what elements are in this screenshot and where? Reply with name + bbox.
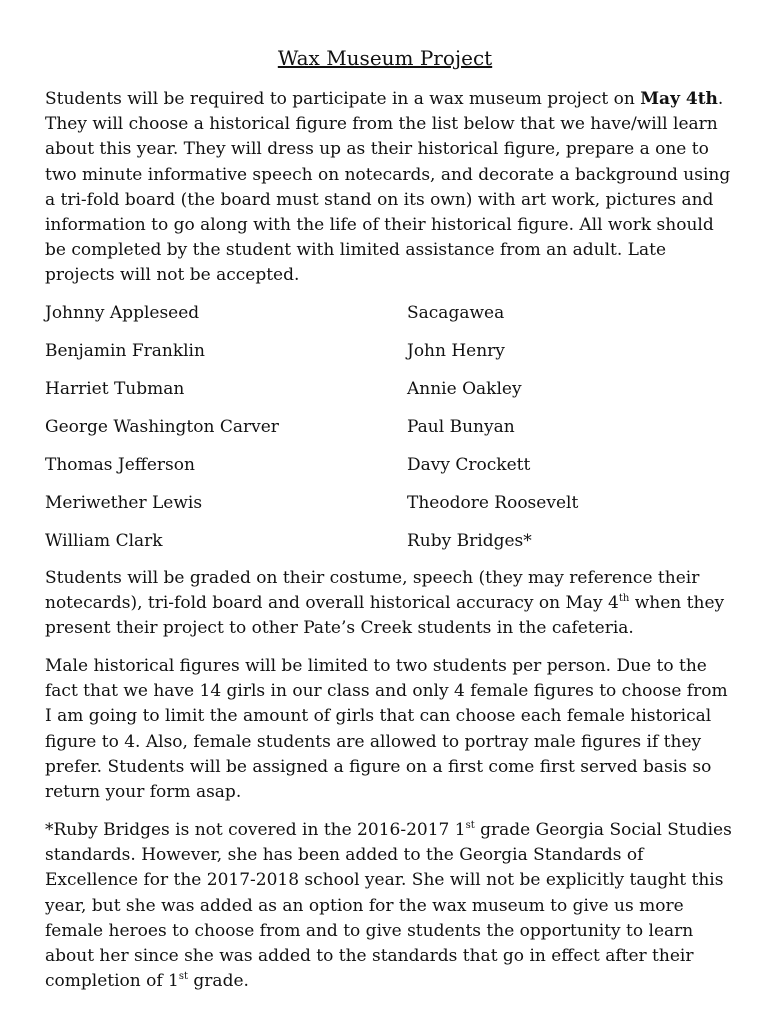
- figure-name-left: William Clark: [45, 531, 163, 551]
- limits-paragraph: Male historical figures will be limited to two students per person. Due to the fact that we have 14 girls in our class and only 4 female figures to choose from I am going to limit the amount of girls that can choose each female historical figure to 4. Also, female students are allowed to portray male figures if they prefer. Students will be assigned a figure on a first come first served basis so return your form asap.: [45, 656, 728, 803]
- figure-row: [45, 490, 735, 528]
- footnote-text-2: grade Georgia Social Studies standards. However, she has been added to the Georgia Standards of Excellence for the 2017-2018 school year. She will not be explicitly taught this year, but she was added as an option for the wax museum to give us more female heroes to choose from and to give students the opportunity to learn about her since she was added to the standards that go in effect after their completion of 1: [45, 820, 732, 992]
- figure-name-left: Thomas Jefferson: [45, 455, 195, 475]
- figure-row: [45, 414, 735, 452]
- figure-name-left: Meriwether Lewis: [45, 493, 203, 513]
- intro-paragraph: [45, 87, 735, 289]
- historical-figures-list: [45, 300, 735, 566]
- figure-name-left: Johnny Appleseed: [45, 303, 200, 323]
- figure-row: [45, 376, 735, 414]
- intro-text-start: Students will be required to participate in a wax museum project on: [45, 89, 641, 109]
- grading-text-end: when they present their project to other Pate’s Creek students in the cafeteria.: [45, 593, 725, 639]
- figure-name-right: Annie Oakley: [407, 379, 522, 399]
- grading-paragraph: [45, 566, 735, 642]
- ordinal-suffix: th: [618, 593, 630, 605]
- intro-text-end: . They will choose a historical figure from the list below that we have/will learn about this year. They will dress up as their historical figure, prepare a one to two minute informative speech on notecards, and decorate a background using a tri-fold board (the board must stand on its own) with art work, pictures and information to go along with the life of their historical figure. All work should be completed by the student with limited assistance from an adult. Late projects will not be accepted.: [45, 89, 731, 286]
- figure-name-right: Sacagawea: [407, 303, 505, 323]
- due-date: May 4th: [640, 89, 718, 109]
- figure-name-right: Ruby Bridges*: [407, 531, 532, 551]
- footnote-paragraph: [45, 818, 735, 994]
- figure-row: [45, 528, 735, 566]
- figure-name-left: Benjamin Franklin: [45, 341, 205, 361]
- figure-name-right: Davy Crockett: [407, 455, 531, 475]
- ordinal-suffix: st: [178, 971, 189, 983]
- figure-row: [45, 452, 735, 490]
- footnote-text-3: grade.: [188, 971, 249, 992]
- figure-name-right: Theodore Roosevelt: [407, 493, 579, 513]
- grading-text-start: Students will be graded on their costume, speech (they may reference their notecards), tri-fold board and overall historical accuracy on May 4: [45, 568, 700, 614]
- footnote-text-1: *Ruby Bridges is not covered in the 2016-2017 1: [45, 820, 466, 840]
- figure-name-right: John Henry: [407, 341, 505, 361]
- document-title: Wax Museum Project: [277, 46, 493, 70]
- ordinal-suffix: st: [465, 820, 475, 831]
- figure-name-left: George Washington Carver: [45, 417, 279, 437]
- figure-name-left: Harriet Tubman: [45, 379, 185, 399]
- figure-row: [45, 300, 735, 338]
- figure-row: [45, 338, 735, 376]
- figure-name-right: Paul Bunyan: [407, 417, 515, 437]
